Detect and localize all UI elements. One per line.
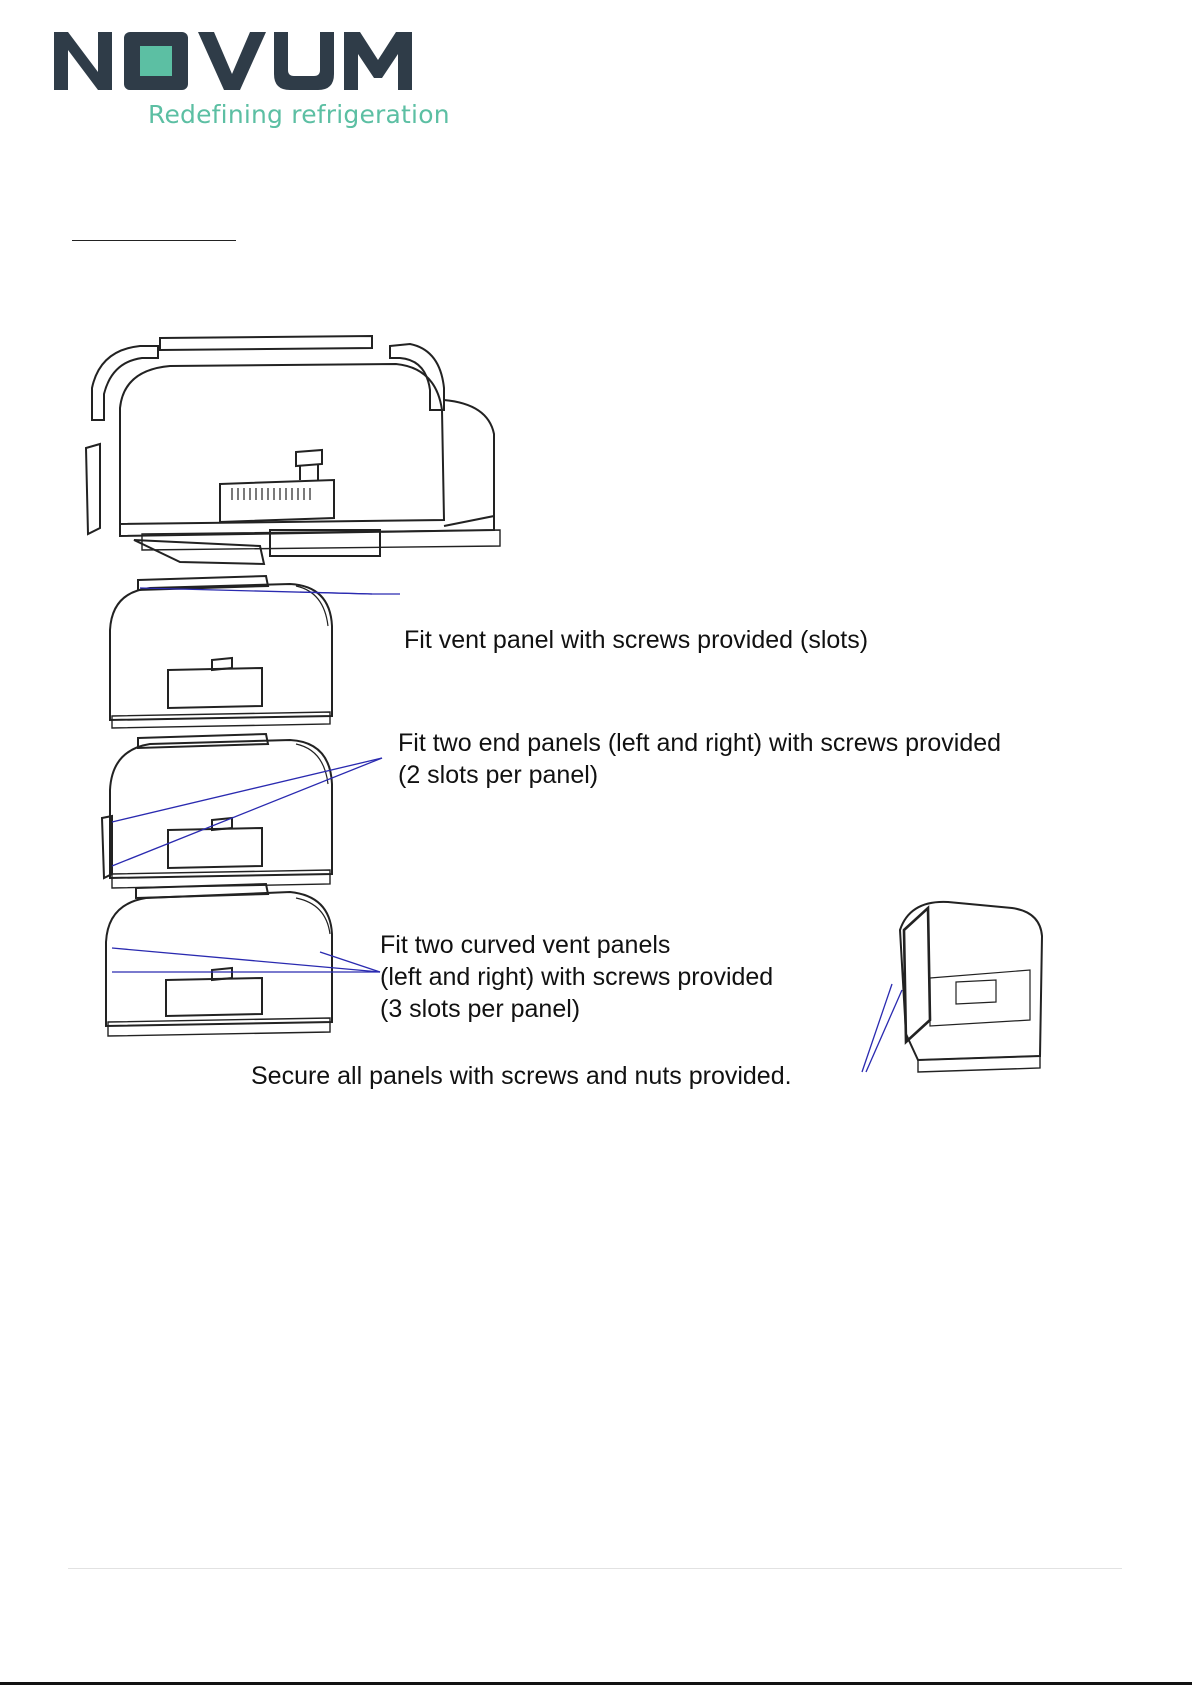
exploded-cabinet-drawing bbox=[86, 336, 500, 564]
step3-cabinet-drawing bbox=[106, 884, 332, 1036]
step3-label-line2: (left and right) with screws provided bbox=[380, 963, 774, 991]
side-cabinet-drawing bbox=[900, 902, 1042, 1072]
step3-label-line3: (3 slots per panel) bbox=[380, 995, 581, 1023]
step1-cabinet-drawing bbox=[110, 576, 332, 728]
novum-wordmark bbox=[52, 28, 432, 98]
step2-label-line2: (2 slots per panel) bbox=[398, 761, 599, 789]
logo-tagline: Redefining refrigeration bbox=[148, 100, 450, 129]
final-note: Secure all panels with screws and nuts provided. bbox=[251, 1062, 792, 1090]
step1-label: Fit vent panel with screws provided (slots) bbox=[404, 626, 869, 654]
section-underline bbox=[72, 240, 236, 241]
footer-divider bbox=[68, 1568, 1122, 1569]
step2-label-line1: Fit two end panels (left and right) with screws provided bbox=[398, 729, 1002, 757]
step3-label-line1: Fit two curved vent panels bbox=[380, 931, 671, 959]
step2-cabinet-drawing bbox=[102, 734, 332, 888]
